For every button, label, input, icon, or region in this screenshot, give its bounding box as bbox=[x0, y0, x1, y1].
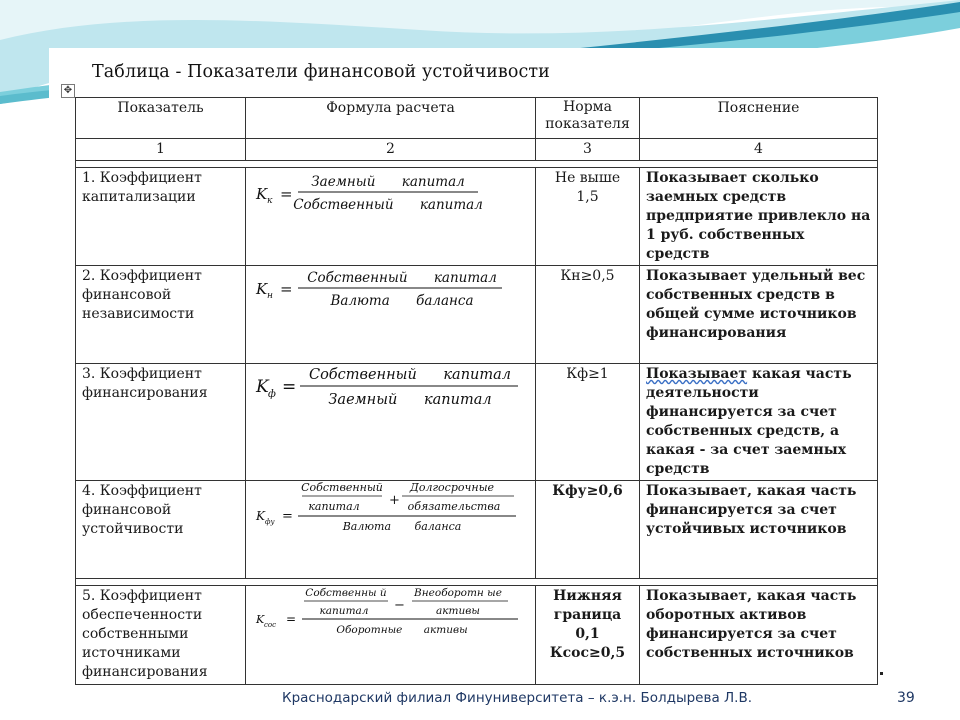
move-handle-icon[interactable]: ✥ bbox=[61, 84, 75, 98]
column-number-row bbox=[76, 139, 878, 161]
slide-footer: Краснодарский филиал Финуниверситета – к.э.н. Болдырева Л.В. bbox=[282, 690, 753, 706]
formula-num1-top: Собственны й bbox=[305, 587, 387, 599]
formula-denominator: Валюта баланса bbox=[342, 520, 462, 533]
explanation-cell: Показывает сколько заемных средств предприятие привлекло на 1 руб. собственных средств bbox=[640, 168, 878, 266]
column-number: 1 bbox=[76, 139, 246, 161]
column-number: 2 bbox=[246, 139, 536, 161]
svg-text:=: = bbox=[282, 377, 297, 397]
formula-subscript: н bbox=[267, 291, 273, 301]
formula-numerator: Заемный капитал bbox=[311, 174, 465, 190]
formula-denominator: Валюта баланса bbox=[330, 293, 474, 309]
formula-numerator: Собственный капитал bbox=[307, 270, 497, 286]
selection-corner bbox=[880, 672, 883, 675]
table-title: Таблица - Показатели финансовой устойчивости bbox=[92, 62, 550, 82]
formula-minus: − bbox=[394, 598, 405, 613]
norm-cell: Кф≥1 bbox=[536, 364, 640, 481]
norm-cell: Кн≥0,5 bbox=[536, 266, 640, 364]
formula-lhs: K bbox=[256, 613, 265, 626]
formula-num1-bottom: капитал bbox=[308, 500, 360, 513]
formula-num1-top: Собственный bbox=[301, 482, 383, 494]
formula-denominator: Заемный капитал bbox=[328, 392, 492, 408]
explanation-cell: Показывает, какая часть финансируется за счет устойчивых источников bbox=[640, 481, 878, 579]
formula-num2-bottom: обязательства bbox=[407, 500, 501, 513]
svg-text:=: = bbox=[286, 612, 297, 626]
explanation-first-word: Показывает bbox=[646, 366, 748, 382]
formula-num2-bottom: активы bbox=[436, 605, 480, 617]
formula-cell bbox=[246, 266, 536, 364]
norm-cell: Нижняя граница 0,1 Ксос≥0,5 bbox=[536, 586, 640, 685]
formula-provision bbox=[252, 587, 528, 647]
formula-subscript: фу bbox=[265, 518, 275, 526]
svg-text:=: = bbox=[280, 280, 293, 298]
formula-independence bbox=[252, 267, 528, 319]
formula-num2-top: Долгосрочные bbox=[409, 482, 495, 494]
formula-capitalization bbox=[252, 169, 528, 221]
explanation-cell bbox=[640, 364, 878, 481]
header-norm: Норма показателя bbox=[536, 98, 640, 139]
svg-text:=: = bbox=[280, 185, 293, 203]
formula-stability bbox=[252, 482, 528, 542]
formula-cell bbox=[246, 481, 536, 579]
table-row bbox=[76, 586, 878, 685]
page-number: 39 bbox=[897, 690, 915, 706]
svg-text:=: = bbox=[282, 509, 293, 524]
financial-stability-table bbox=[75, 97, 878, 685]
table-row bbox=[76, 481, 878, 579]
table-row bbox=[76, 168, 878, 266]
header-explanation: Пояснение bbox=[640, 98, 878, 139]
formula-cell bbox=[246, 168, 536, 266]
explanation-rest: какая часть деятельности финансируется за счет собственных средств, а какая - за счет заемных средств bbox=[646, 366, 852, 477]
formula-cell bbox=[246, 586, 536, 685]
indicator-cell: 1. Коэффициент капитализации bbox=[76, 168, 246, 266]
norm-cell: Кфу≥0,6 bbox=[536, 481, 640, 579]
norm-cell: Не выше 1,5 bbox=[536, 168, 640, 266]
formula-subscript: к bbox=[267, 196, 273, 206]
formula-lhs: K bbox=[256, 377, 269, 397]
formula-subscript: сос bbox=[264, 621, 277, 629]
explanation-cell: Показывает, какая часть оборотных активов финансируется за счет собственных источников bbox=[640, 586, 878, 685]
formula-lhs: K bbox=[256, 509, 265, 523]
formula-numerator: Собственный капитал bbox=[308, 367, 512, 383]
indicator-cell: 4. Коэффициент финансовой устойчивости bbox=[76, 481, 246, 579]
header-row bbox=[76, 98, 878, 139]
table-row bbox=[76, 266, 878, 364]
formula-denominator: Собственный капитал bbox=[293, 197, 483, 213]
column-number: 3 bbox=[536, 139, 640, 161]
header-indicator: Показатель bbox=[76, 98, 246, 139]
header-formula: Формула расчета bbox=[246, 98, 536, 139]
formula-lhs: K bbox=[256, 185, 268, 203]
formula-subscript: ф bbox=[268, 389, 276, 400]
formula-denominator: Оборотные активы bbox=[336, 624, 468, 636]
indicator-cell: 3. Коэффициент финансирования bbox=[76, 364, 246, 481]
explanation-cell: Показывает удельный вес собственных средств в общей сумме источников финансирования bbox=[640, 266, 878, 364]
formula-num1-bottom: капитал bbox=[319, 605, 369, 617]
formula-num2-top: Внеоборотн ые bbox=[414, 587, 502, 599]
formula-plus: + bbox=[389, 493, 400, 508]
formula-financing bbox=[252, 365, 528, 417]
indicator-cell: 2. Коэффициент финансовой независимости bbox=[76, 266, 246, 364]
formula-cell bbox=[246, 364, 536, 481]
indicator-cell: 5. Коэффициент обеспеченности собственными источниками финансирования bbox=[76, 586, 246, 685]
table-row bbox=[76, 364, 878, 481]
column-number: 4 bbox=[640, 139, 878, 161]
formula-lhs: K bbox=[256, 280, 268, 298]
